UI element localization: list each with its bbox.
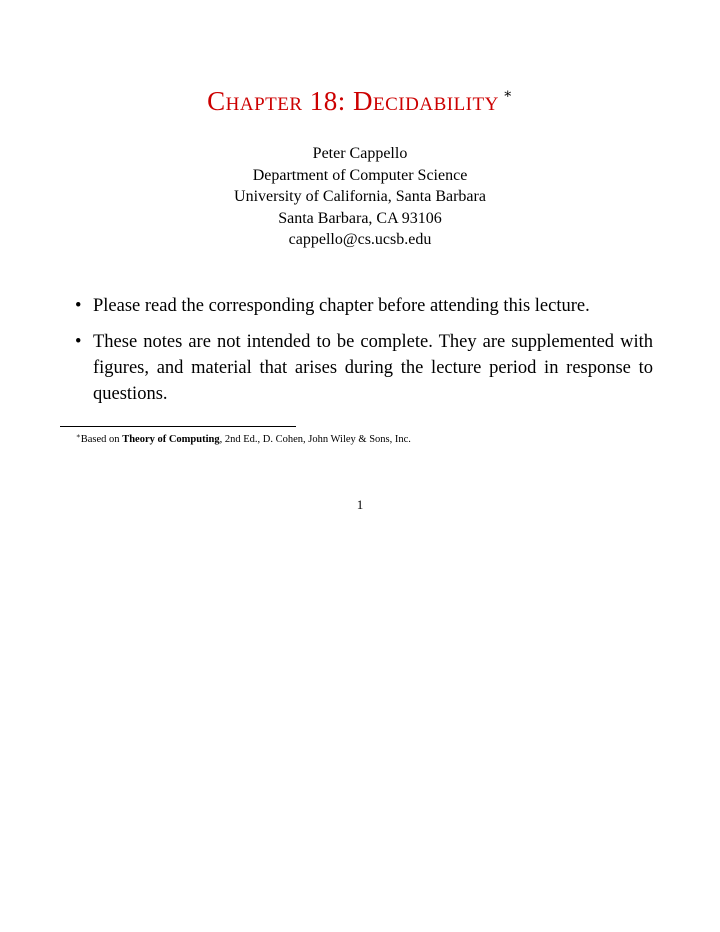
footnote-suffix: , 2nd Ed., D. Cohen, John Wiley & Sons, Inc. (219, 434, 411, 445)
footnote (76, 432, 411, 445)
page-number: 1 (356, 497, 364, 512)
author-email: cappello@cs.ucsb.edu (288, 231, 432, 248)
author-university: University of California, Santa Barbara (234, 188, 486, 205)
footnote-mark: ∗ (76, 432, 81, 440)
chapter-title (0, 86, 720, 117)
footnote-book-title: Theory of Computing (122, 434, 220, 445)
author-city: Santa Barbara, CA 93106 (278, 209, 442, 227)
chapter-title-text: Chapter 18: Decidability (207, 86, 499, 116)
footnote-divider (60, 426, 296, 427)
author-department: Department of Computer Science (252, 166, 468, 184)
bullet-text: These notes are not intended to be complete. They are supplemented with figures, and material that arises during the lecture period in response to questions. (93, 332, 653, 404)
bullet-text: Please read the corresponding chapter before attending this lecture. (93, 296, 590, 316)
author-block (0, 143, 720, 251)
bullet-icon: • (75, 332, 82, 352)
bullet-list (75, 293, 653, 417)
title-footnote-mark: ∗ (502, 87, 513, 102)
list-item (75, 293, 653, 319)
bullet-icon: • (75, 296, 82, 316)
list-item (75, 329, 653, 407)
author-name: Peter Cappello (312, 145, 408, 162)
footnote-prefix: Based on (80, 434, 123, 445)
